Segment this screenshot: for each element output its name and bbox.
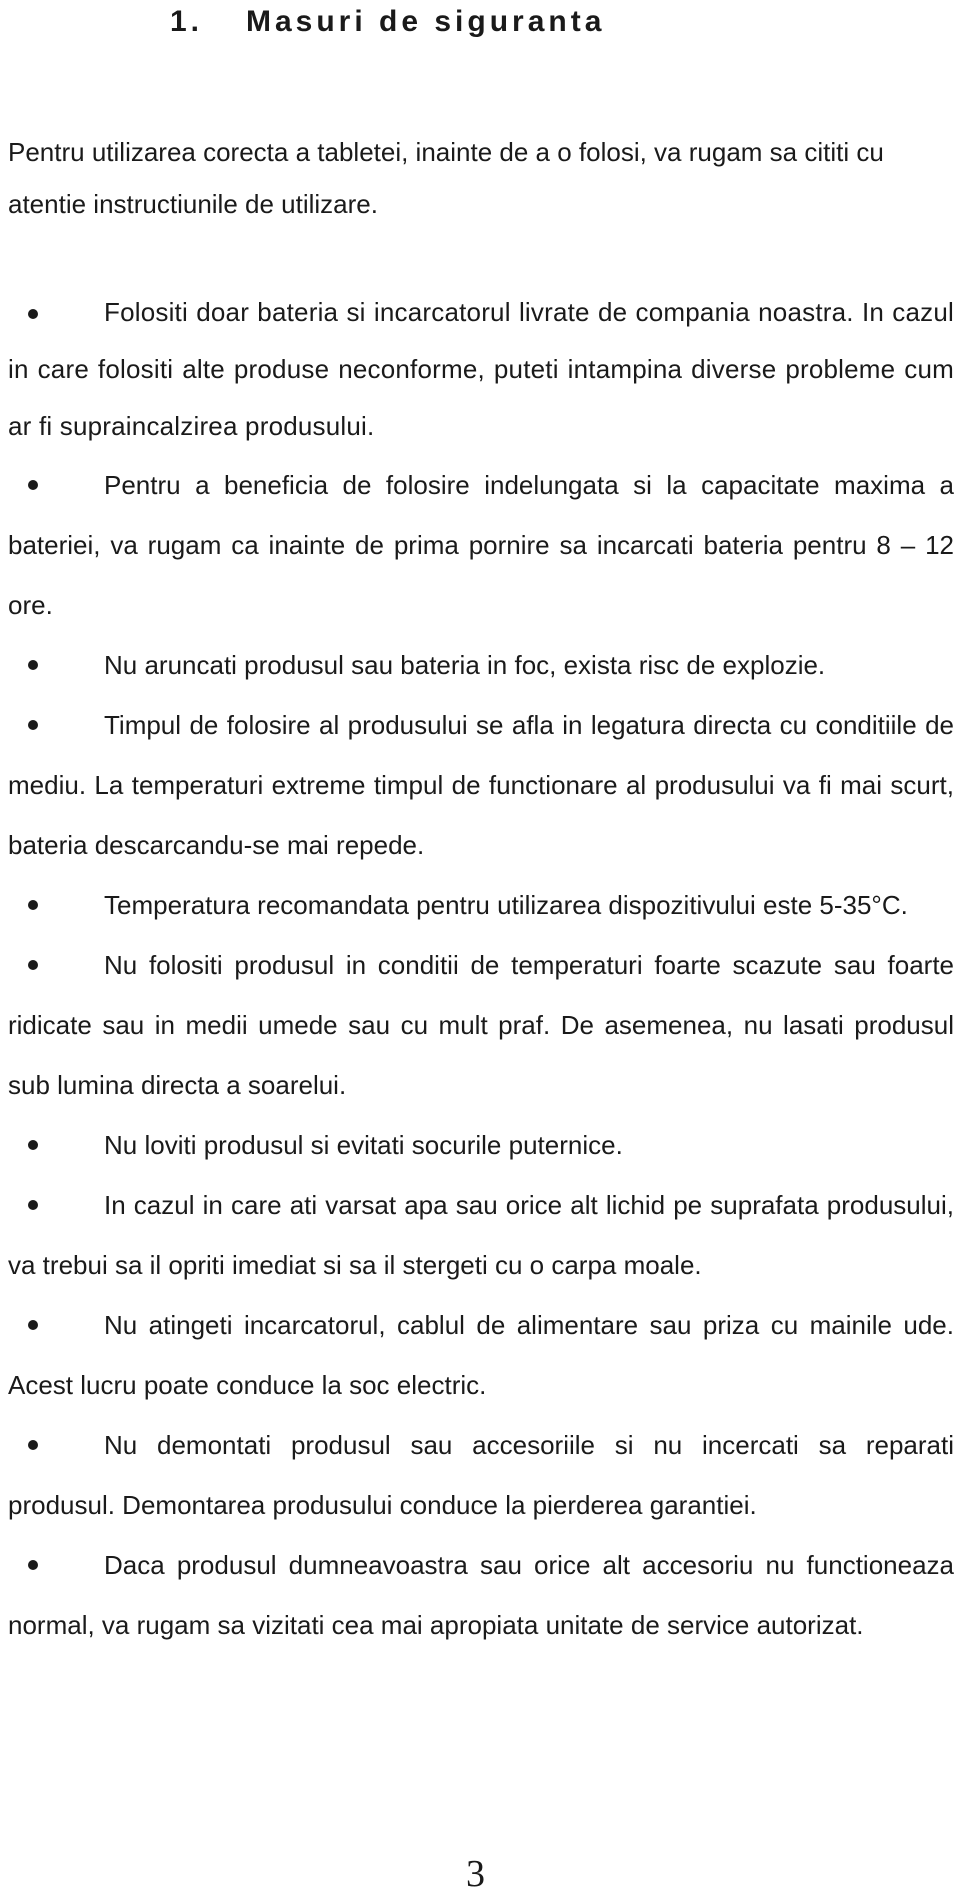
list-item: Timpul de folosire al produsului se afla in legatura directa cu conditiile de mediu. La temperaturi extreme timpul de functionare al produsului va fi mai scurt, bateria descarcandu-se mai repede. (8, 695, 954, 875)
list-item: Pentru a beneficia de folosire indelungata si la capacitate maxima a bateriei, va rugam ca inainte de prima pornire sa incarcati bateria pentru 8 – 12 ore. (8, 455, 954, 635)
list-item: Nu loviti produsul si evitati socurile puternice. (8, 1115, 954, 1175)
intro-paragraph: Pentru utilizarea corecta a tabletei, inainte de a o folosi, va rugam sa cititi cu atentie instructiunile de utilizare. (8, 137, 884, 219)
list-item: Nu demontati produsul sau accesoriile si nu incercati sa reparati produsul. Demontarea produsului conduce la pierderea garantiei. (8, 1415, 954, 1535)
list-item: In cazul in care ati varsat apa sau orice alt lichid pe suprafata produsului, va trebui sa il opriti imediat si sa il stergeti cu o carpa moale. (8, 1175, 954, 1295)
list-item: Folositi doar bateria si incarcatorul livrate de compania noastra. In cazul in care folositi alte produse neconforme, puteti intampina diverse probleme cum ar fi supraincalzirea produsului. (8, 284, 954, 455)
page-number: 3 (466, 1853, 485, 1895)
section-number: 1. (170, 5, 204, 38)
list-item: Daca produsul dumneavoastra sau orice alt accesoriu nu functioneaza normal, va rugam sa vizitati cea mai apropiata unitate de service autorizat. (8, 1535, 954, 1655)
list-item: Nu aruncati produsul sau bateria in foc, exista risc de explozie. (8, 635, 954, 695)
section-title: Masuri de siguranta (246, 5, 606, 38)
safety-list (8, 284, 954, 1655)
list-item: Nu folositi produsul in conditii de temperaturi foarte scazute sau foarte ridicate sau in medii umede sau cu mult praf. De asemenea, nu lasati produsul sub lumina directa a soarelui. (8, 935, 954, 1115)
list-item: Nu atingeti incarcatorul, cablul de alimentare sau priza cu mainile ude. Acest lucru poate conduce la soc electric. (8, 1295, 954, 1415)
section-heading (170, 0, 605, 44)
list-item: Temperatura recomandata pentru utilizarea dispozitivului este 5-35°C. (8, 875, 954, 935)
